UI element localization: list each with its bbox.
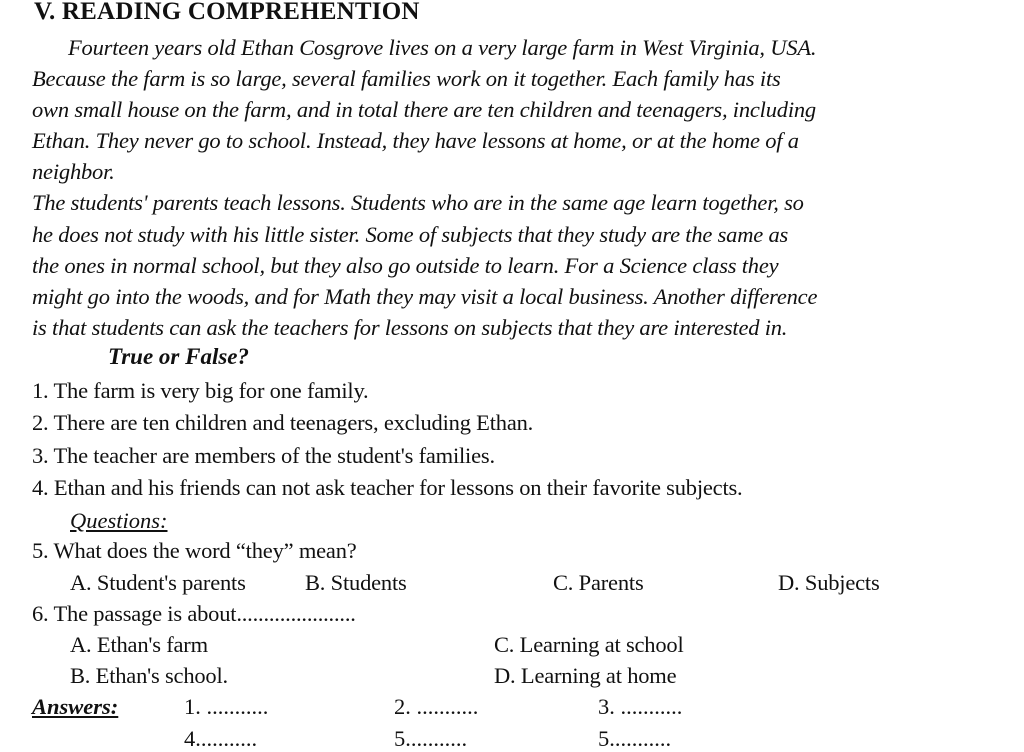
answer-blank-5[interactable]: 5...........	[394, 726, 468, 751]
passage-line: The students' parents teach lessons. Students who are in the same age learn together, so	[32, 190, 804, 215]
questions-heading: Questions:	[70, 508, 168, 533]
q5-option-c: C. Parents	[553, 570, 644, 595]
answer-blank-1[interactable]: 1. ...........	[184, 694, 269, 719]
true-false-item-2: 2. There are ten children and teenagers, excluding Ethan.	[32, 410, 534, 435]
passage-line: the ones in normal school, but they also go outside to learn. For a Science class they	[32, 253, 779, 278]
passage-line: Because the farm is so large, several families work on it together. Each family has its	[32, 66, 781, 91]
q6-option-a: A. Ethan's farm	[70, 632, 208, 657]
passage-line: own small house on the farm, and in total there are ten children and teenagers, including	[32, 97, 816, 122]
answers-label: Answers:	[32, 694, 119, 719]
question-5: 5. What does the word “they” mean?	[32, 538, 357, 563]
passage-line: is that students can ask the teachers for lessons on subjects that they are interested in.	[32, 315, 788, 340]
answer-blank-2[interactable]: 2. ...........	[394, 694, 479, 719]
true-false-item-1: 1. The farm is very big for one family.	[32, 378, 369, 403]
passage-line: might go into the woods, and for Math they may visit a local business. Another difference	[32, 284, 818, 309]
answer-blank-3[interactable]: 3. ...........	[598, 694, 683, 719]
q6-option-d: D. Learning at home	[494, 663, 677, 688]
q6-option-b: B. Ethan's school.	[70, 663, 228, 688]
q5-option-d: D. Subjects	[778, 570, 880, 595]
question-6: 6. The passage is about......................	[32, 601, 356, 626]
q5-option-a: A. Student's parents	[70, 570, 246, 595]
passage-line: Fourteen years old Ethan Cosgrove lives on a very large farm in West Virginia, USA.	[68, 35, 817, 60]
passage-line: he does not study with his little sister. Some of subjects that they study are the same as	[32, 222, 789, 247]
q6-option-c: C. Learning at school	[494, 632, 684, 657]
passage-line: Ethan. They never go to school. Instead, they have lessons at home, or at the home of a	[32, 128, 799, 153]
answer-blank-6[interactable]: 5...........	[598, 726, 672, 751]
q5-option-b: B. Students	[305, 570, 407, 595]
passage-line: neighbor.	[32, 159, 115, 184]
section-title: V. READING COMPREHENTION	[34, 0, 420, 25]
true-false-item-4: 4. Ethan and his friends can not ask teacher for lessons on their favorite subjects.	[32, 475, 743, 500]
answer-blank-4[interactable]: 4...........	[184, 726, 258, 751]
true-false-item-3: 3. The teacher are members of the student's families.	[32, 443, 495, 468]
true-false-heading: True or False?	[108, 344, 249, 369]
